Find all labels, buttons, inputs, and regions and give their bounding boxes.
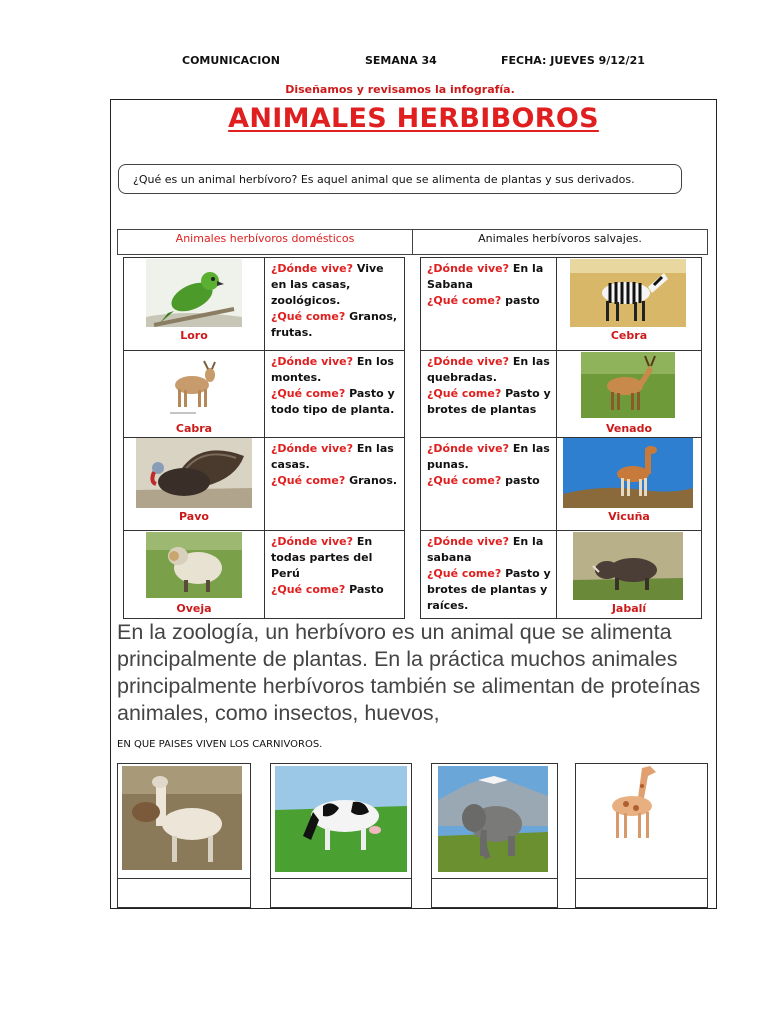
where-value: En los montes. xyxy=(271,355,394,384)
eats-value: Pasto y brotes de plantas y raíces. xyxy=(427,567,551,612)
subject-label: COMUNICACION xyxy=(182,54,280,67)
eats-value: Pasto y todo tipo de planta. xyxy=(271,387,395,416)
warthog-image xyxy=(573,532,683,600)
where-label: ¿Dónde vive? xyxy=(271,355,354,368)
where-value: En las quebradas. xyxy=(427,355,550,384)
animal-name-loro: Loro xyxy=(180,329,208,342)
animal-name-vicuna: Vicuña xyxy=(608,510,650,523)
wild-info-venado xyxy=(420,350,557,438)
eats-label: ¿Qué come? xyxy=(427,294,502,307)
animal-name-jabali: Jabalí xyxy=(611,602,647,615)
turkey-image xyxy=(136,438,252,508)
where-label: ¿Dónde vive? xyxy=(427,262,510,275)
cow-image xyxy=(275,766,407,872)
page-title: ANIMALES HERBIBOROS xyxy=(228,103,599,134)
where-value: En las casas. xyxy=(271,442,394,471)
giraffe-image xyxy=(598,764,672,842)
where-value: En las punas. xyxy=(427,442,550,471)
where-value: En la sabana xyxy=(427,535,544,564)
deer-image xyxy=(581,352,675,418)
wild-info-jabali xyxy=(420,530,557,619)
herbivore-paragraph: En la zoología, un herbívoro es un animal que se alimenta principalmente de plantas. En la práctica muchos animales principalmente herbívoros también se alimentan de proteínas animales, como insectos, huevos, xyxy=(117,620,701,725)
where-label: ¿Dónde vive? xyxy=(271,535,354,548)
domestic-info-oveja xyxy=(264,530,405,619)
eats-value: Pasto xyxy=(349,583,384,596)
answer-box xyxy=(575,878,708,908)
where-label: ¿Dónde vive? xyxy=(271,442,354,455)
zebra-image xyxy=(570,259,686,327)
week-label: SEMANA 34 xyxy=(365,54,437,67)
domestic-info-pavo xyxy=(264,437,405,531)
domestic-column-heading: Animales herbívoros domésticos xyxy=(117,229,413,255)
wild-info-vicuna xyxy=(420,437,557,531)
eats-label: ¿Qué come? xyxy=(271,474,346,487)
where-label: ¿Dónde vive? xyxy=(271,262,354,275)
eats-value: Granos. xyxy=(349,474,398,487)
eats-label: ¿Qué come? xyxy=(271,387,346,400)
eats-label: ¿Qué come? xyxy=(427,387,502,400)
eats-label: ¿Qué come? xyxy=(427,567,502,580)
countries-question: EN QUE PAISES VIVEN LOS CARNIVOROS. xyxy=(117,739,323,750)
wild-column-heading: Animales herbívoros salvajes. xyxy=(412,229,708,255)
domestic-info-loro xyxy=(264,257,405,351)
animal-name-oveja: Oveja xyxy=(176,602,212,615)
where-value: En la Sabana xyxy=(427,262,544,291)
eats-label: ¿Qué come? xyxy=(271,583,346,596)
answer-box xyxy=(270,878,412,908)
eats-label: ¿Qué come? xyxy=(271,310,346,323)
eats-label: ¿Qué come? xyxy=(427,474,502,487)
definition-box: ¿Qué es un animal herbívoro? Es aquel animal que se alimenta de plantas y sus derivados. xyxy=(118,164,682,194)
eats-value: Pasto y brotes de plantas xyxy=(427,387,551,416)
animal-name-cebra: Cebra xyxy=(610,329,648,342)
where-value: En todas partes del Perú xyxy=(271,535,373,580)
sheep-image xyxy=(146,532,242,598)
llama-image xyxy=(122,766,242,870)
animal-name-cabra: Cabra xyxy=(175,422,213,435)
animal-name-venado: Venado xyxy=(605,422,653,435)
eats-value: pasto xyxy=(505,474,540,487)
vicuna-image xyxy=(563,438,693,508)
domestic-info-cabra xyxy=(264,350,405,438)
elephant-image xyxy=(438,766,548,872)
animal-name-pavo: Pavo xyxy=(179,510,209,523)
eats-value: Granos, frutas. xyxy=(271,310,398,339)
where-label: ¿Dónde vive? xyxy=(427,355,510,368)
wild-info-cebra xyxy=(420,257,557,351)
answer-box xyxy=(431,878,558,908)
where-value: Vive en las casas, zoológicos. xyxy=(271,262,384,307)
where-label: ¿Dónde vive? xyxy=(427,442,510,455)
where-label: ¿Dónde vive? xyxy=(427,535,510,548)
goat-image xyxy=(160,355,224,419)
subtitle: Diseñamos y revisamos la infografía. xyxy=(285,83,515,96)
answer-box xyxy=(117,878,251,908)
eats-value: pasto xyxy=(505,294,540,307)
date-label: FECHA: JUEVES 9/12/21 xyxy=(501,54,645,67)
parrot-image xyxy=(146,259,242,327)
